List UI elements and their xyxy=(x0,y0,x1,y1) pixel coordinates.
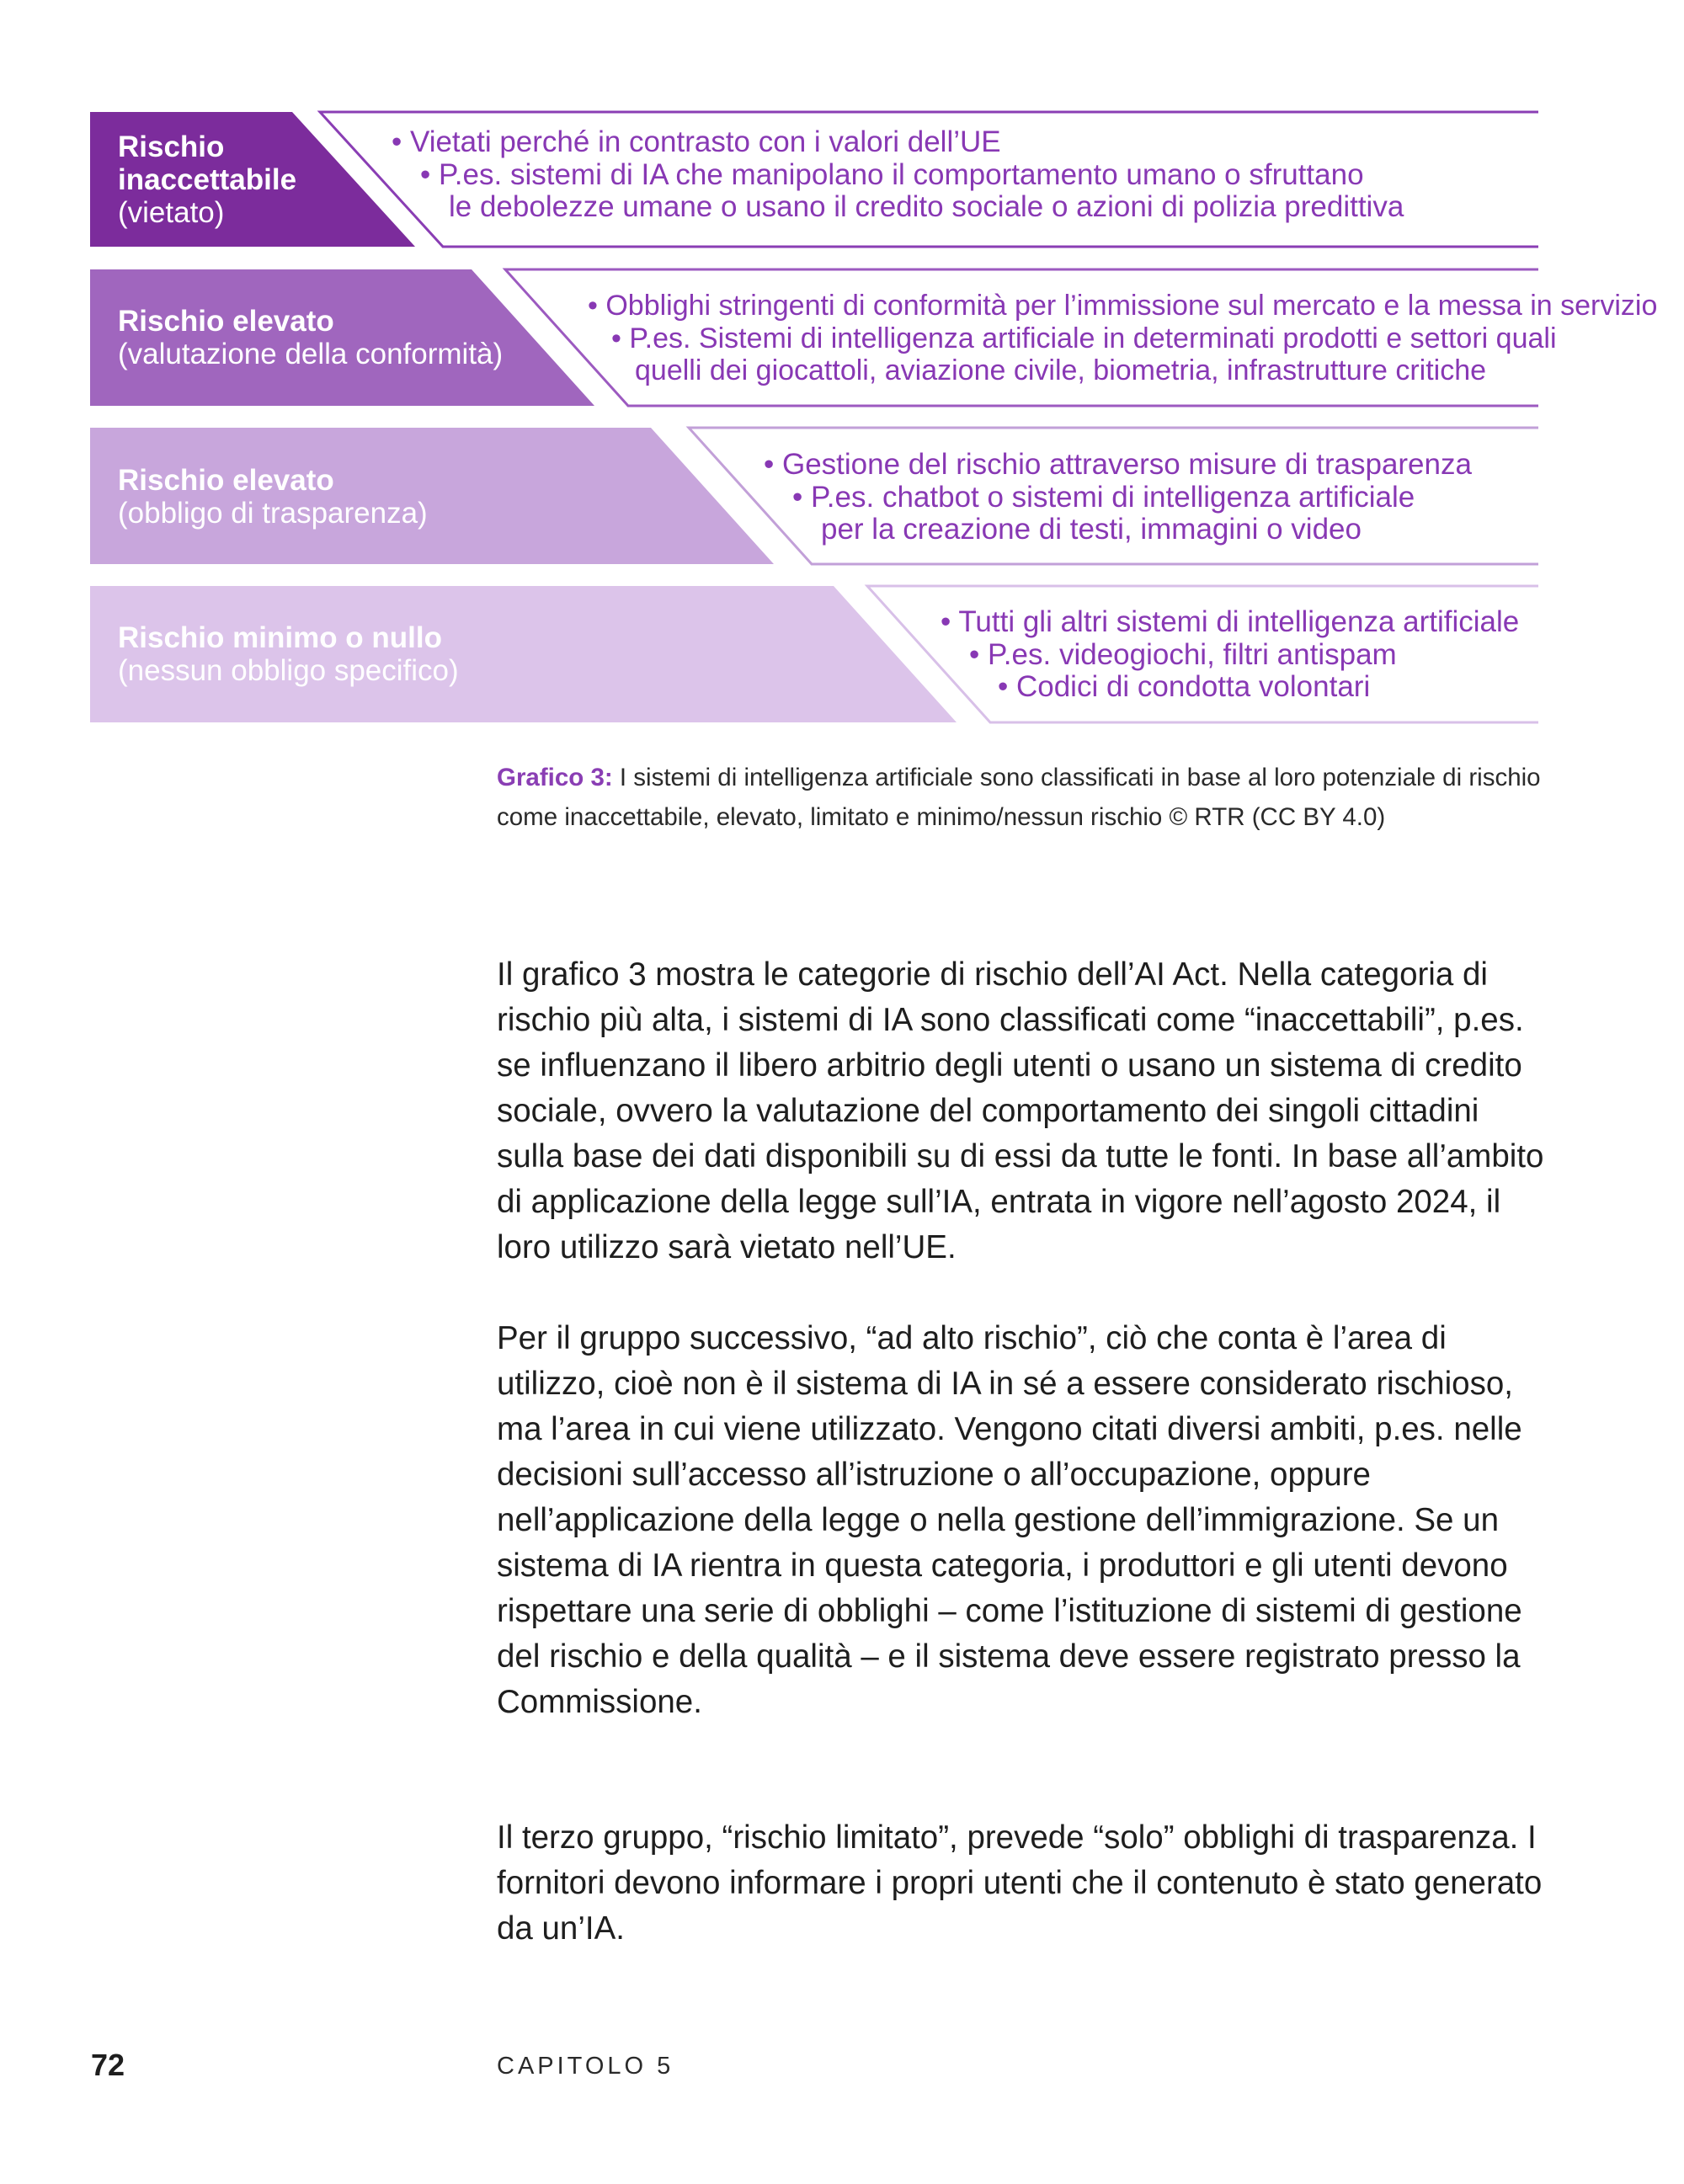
chapter-label: CAPITOLO 5 xyxy=(497,2053,674,2080)
tier-1-subtitle: (valutazione della conformità) xyxy=(118,338,504,370)
caption-label: Grafico 3: xyxy=(497,764,613,791)
tier-2-title: Rischio elevato xyxy=(118,464,334,497)
paragraph-2: Per il gruppo successivo, “ad alto rischio”, ciò che conta è l’area di utilizzo, cioè non è il sistema di IA in sé a essere considerato rischioso, ma l’area in cui viene utilizzato. Vengono citati diversi ambiti, p.es. nelle decisioni sull’accesso all’istruzione o all’occupazione, oppure nell’applicazione della legge o nella gestione dell’immigrazione. Se un sistema di IA rientra in questa categoria, i produttori e gli utenti devono rispettare una serie di obblighi – come l’istituzione di sistemi di gestione del rischio e della qualità – e il sistema deve essere registrato presso la Commissione. xyxy=(497,1320,1522,1720)
tier-3-bullet-3: • Codici di condotta volontari xyxy=(998,670,1371,703)
figure-caption xyxy=(497,758,1591,837)
tier-1-title: Rischio elevato xyxy=(118,305,334,338)
tier-1-bullet-1: • Obblighi stringenti di conformità per l’immissione sul mercato e la messa in servizio xyxy=(588,290,1658,322)
page-number: 72 xyxy=(91,2048,125,2082)
tier-0-subtitle: (vietato) xyxy=(118,196,225,229)
tier-0-description xyxy=(392,126,1404,224)
tier-0-label xyxy=(118,131,296,229)
tier-2-label xyxy=(118,464,428,530)
tier-1-description xyxy=(588,290,1657,387)
paragraph-3: Il terzo gruppo, “rischio limitato”, prevede “solo” obblighi di trasparenza. I fornitori devono informare i propri utenti che il contenuto è stato generato da un’IA. xyxy=(497,1819,1543,1947)
tier-1-label xyxy=(118,305,503,370)
tier-2-description xyxy=(764,449,1472,546)
tier-3-title: Rischio minimo o nullo xyxy=(118,621,442,654)
tier-2-bullet-2: • P.es. chatbot o sistemi di intelligenza artificiale xyxy=(792,480,1415,514)
paragraph-1: Il grafico 3 mostra le categorie di rischio dell’AI Act. Nella categoria di rischio più alta, i sistemi di IA sono classificati come “inaccettabili”, p.es. se influenzano il libero arbitrio degli utenti o usano un sistema di credito sociale, ovvero la valutazione del comportamento dei singoli cittadini sulla base dei dati disponibili su di essi da tutte le fonti. In base all’ambito di applicazione della legge sull’IA, entrata in vigore nell’agosto 2024, il loro utilizzo sarà vietato nell’UE. xyxy=(497,956,1544,1265)
tier-3-bullet-2: • P.es. videogiochi, filtri antispam xyxy=(969,637,1397,671)
tier-3-bullet-1: • Tutti gli altri sistemi di intelligenza artificiale xyxy=(941,605,1520,638)
tier-0-title: Rischio xyxy=(118,131,225,163)
tier-0-bullet-1: • Vietati perché in contrasto con i valori dell’UE xyxy=(392,125,1001,158)
tier-1-bullet-2: • P.es. Sistemi di intelligenza artificiale in determinati prodotti e settori quali xyxy=(611,322,1557,354)
tier-0-bullet-2: • P.es. sistemi di IA che manipolano il comportamento umano o sfruttano xyxy=(420,157,1364,191)
tier-2-bullet-3: per la creazione di testi, immagini o video xyxy=(821,513,1362,546)
tier-1-bullet-3: quelli dei giocattoli, aviazione civile, biometria, infrastrutture critiche xyxy=(635,354,1487,386)
caption-text: I sistemi di intelligenza artificiale sono classificati in base al loro potenziale di rischio come inaccettabile, elevato, limitato e minimo/nessun rischio © RTR (CC BY 4.0) xyxy=(497,764,1541,831)
tier-0-title-line2: inaccettabile xyxy=(118,163,297,196)
tier-3-label xyxy=(118,621,459,687)
tier-3-subtitle: (nessun obbligo specifico) xyxy=(118,654,459,687)
tier-2-bullet-1: • Gestione del rischio attraverso misure di trasparenza xyxy=(764,448,1472,481)
tier-2-subtitle: (obbligo di trasparenza) xyxy=(118,497,428,530)
tier-3-description xyxy=(941,606,1519,704)
tier-0-bullet-3: le debolezze umane o usano il credito sociale o azioni di polizia predittiva xyxy=(449,190,1404,223)
